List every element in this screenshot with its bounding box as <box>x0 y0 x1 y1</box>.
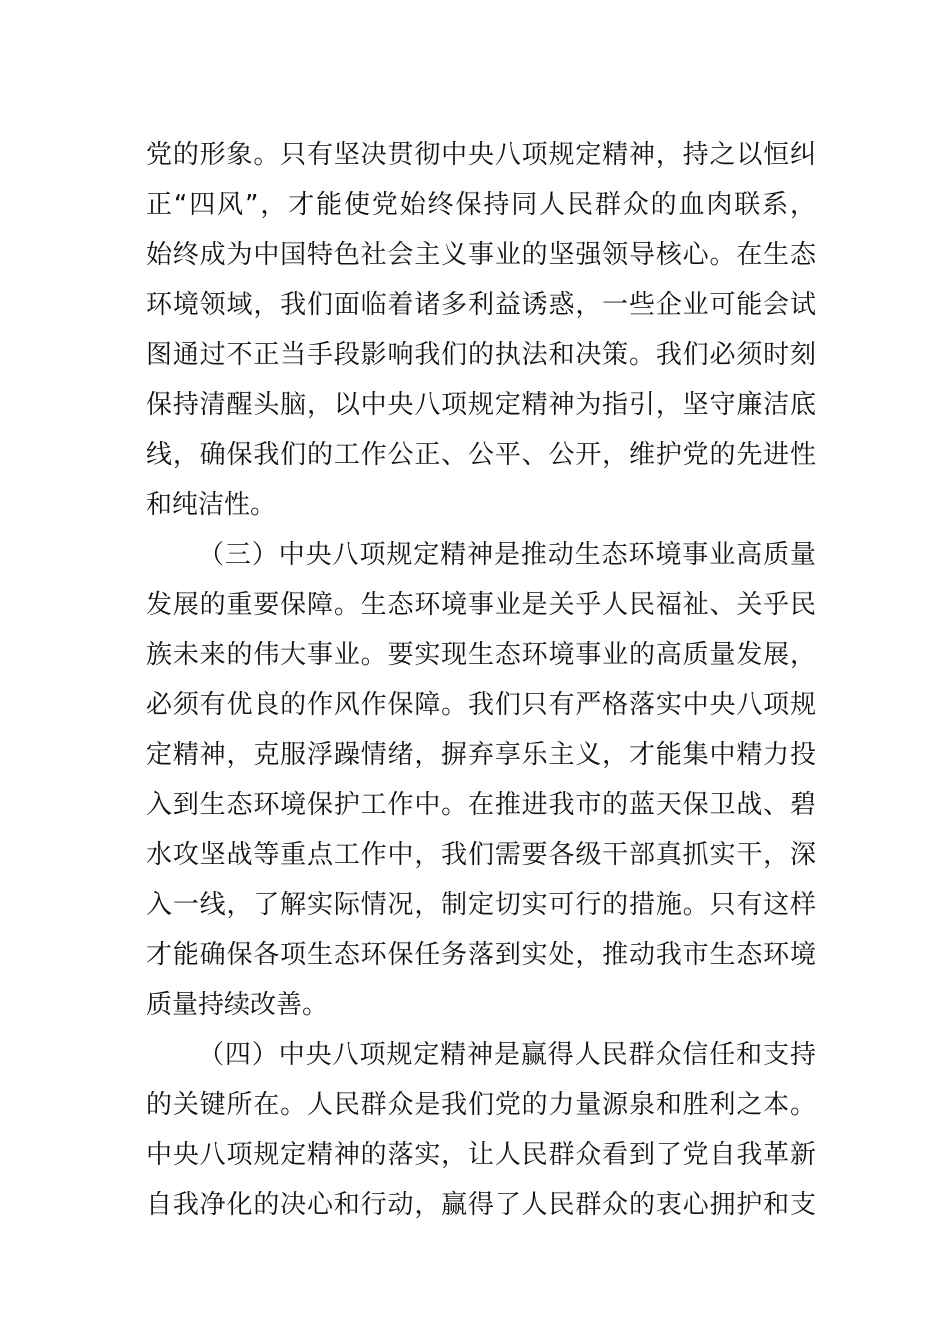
text-line: 必须有优良的作风作保障。我们只有严格落实中央八项规 <box>146 690 816 720</box>
paragraph-heading-line: （三）中央八项规定精神是推动生态环境事业高质量 <box>198 540 816 570</box>
text-line: 始终成为中国特色社会主义事业的坚强领导核心。在生态 <box>146 240 816 270</box>
text-line: 党的形象。只有坚决贯彻中央八项规定精神，持之以恒纠 <box>146 140 816 170</box>
text-line: 线，确保我们的工作公正、公平、公开，维护党的先进性 <box>146 440 816 470</box>
text-line: 环境领域，我们面临着诸多利益诱惑，一些企业可能会试 <box>146 290 816 320</box>
text-line: 的关键所在。人民群众是我们党的力量源泉和胜利之本。 <box>146 1090 816 1120</box>
text-line: 定精神，克服浮躁情绪，摒弃享乐主义，才能集中精力投 <box>146 740 816 770</box>
text-line: 中央八项规定精神的落实，让人民群众看到了党自我革新 <box>146 1140 816 1170</box>
text-line: 族未来的伟大事业。要实现生态环境事业的高质量发展， <box>146 640 816 670</box>
text-line: 和纯洁性。 <box>146 490 277 520</box>
text-line: 入到生态环境保护工作中。在推进我市的蓝天保卫战、碧 <box>146 790 816 820</box>
paragraph-heading-line: （四）中央八项规定精神是赢得人民群众信任和支持 <box>198 1040 816 1070</box>
text-line: 图通过不正当手段影响我们的执法和决策。我们必须时刻 <box>146 340 816 370</box>
text-line: 质量持续改善。 <box>146 990 329 1020</box>
text-line: 发展的重要保障。生态环境事业是关乎人民福祉、关乎民 <box>146 590 816 620</box>
text-line: 水攻坚战等重点工作中，我们需要各级干部真抓实干，深 <box>146 840 816 870</box>
text-line: 保持清醒头脑，以中央八项规定精神为指引，坚守廉洁底 <box>146 390 816 420</box>
text-line: 自我净化的决心和行动，赢得了人民群众的衷心拥护和支 <box>146 1190 816 1220</box>
text-line: 入一线，了解实际情况，制定切实可行的措施。只有这样 <box>146 890 816 920</box>
text-line: 才能确保各项生态环保任务落到实处，推动我市生态环境 <box>146 940 816 970</box>
text-line: 正“四风”，才能使党始终保持同人民群众的血肉联系， <box>146 190 816 220</box>
